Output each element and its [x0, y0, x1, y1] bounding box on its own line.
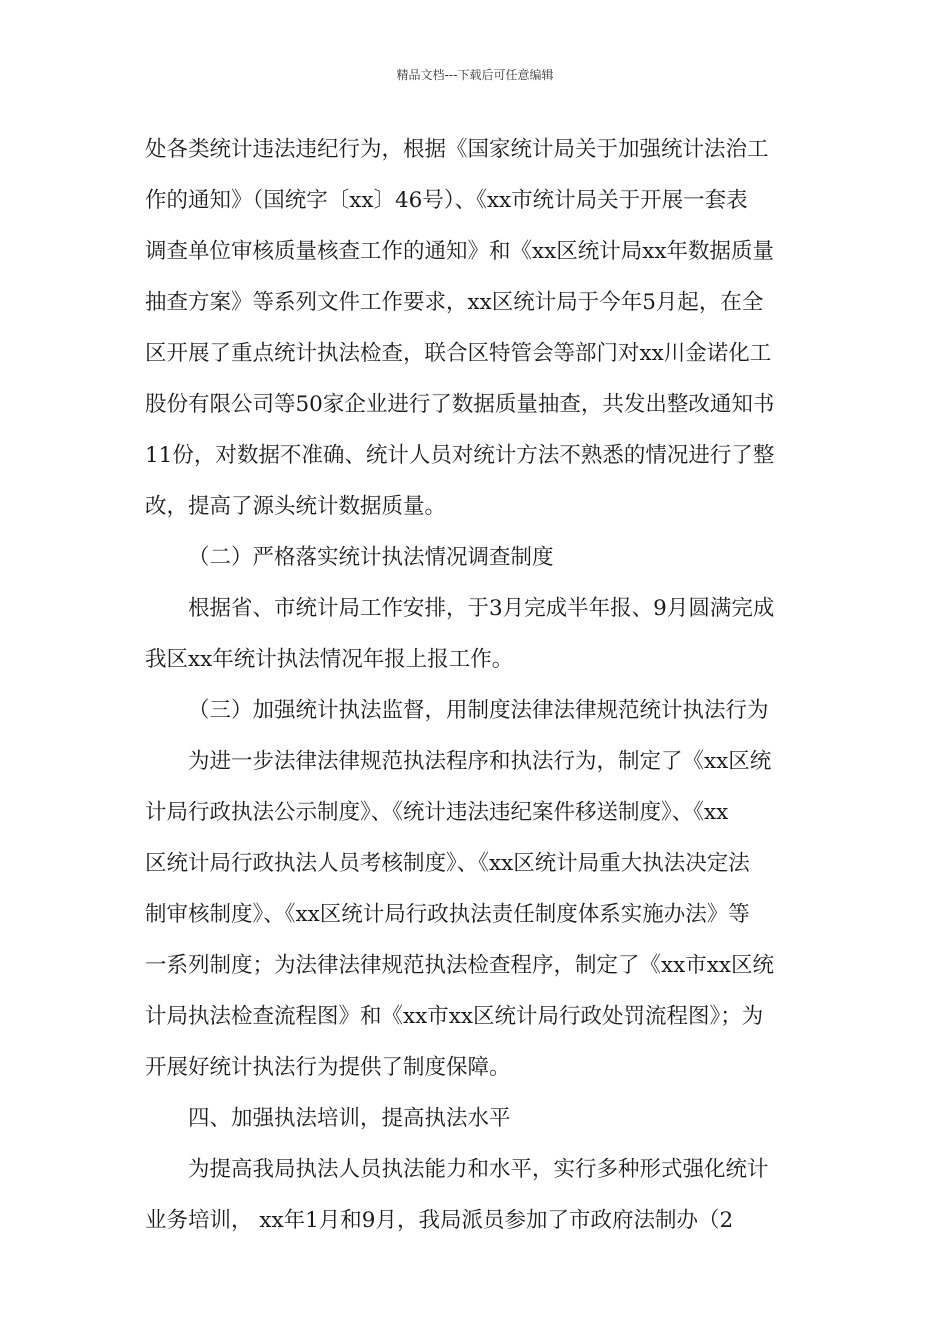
text-line: 计局行政执法公示制度》、《统计违法违纪案件移送制度》、《xx	[145, 800, 729, 825]
text-line: 为提高我局执法人员执法能力和水平，实行多种形式强化统计	[188, 1157, 769, 1182]
text-line: 计局执法检查流程图》和《xx市xx区统计局行政处罚流程图》；为	[145, 1004, 764, 1029]
text-line: 处各类统计违法违纪行为，根据《国家统计局关于加强统计法治工	[145, 137, 769, 162]
text-line: 11份，对数据不准确、统计人员对统计方法不熟悉的情况进行了整	[145, 443, 775, 468]
text-line: 开展好统计执法行为提供了制度保障。	[145, 1055, 511, 1080]
text-line: 为进一步法律法律规范执法程序和执法行为，制定了《xx区统	[188, 749, 772, 774]
text-line: 四、加强执法培训，提高执法水平	[188, 1106, 511, 1131]
text-line: （三）加强统计执法监督，用制度法律法律规范统计执法行为	[188, 698, 769, 723]
text-line: 制审核制度》、《xx区统计局行政执法责任制度体系实施办法》等	[145, 902, 750, 927]
text-line: （二）严格落实统计执法情况调查制度	[188, 545, 554, 570]
page-header: 精品文档---下载后可任意编辑	[396, 68, 554, 82]
text-line: 业务培训， xx年1月和9月，我局派员参加了市政府法制办（2	[145, 1208, 734, 1233]
text-line: 调查单位审核质量核查工作的通知》和《xx区统计局xx年数据质量	[145, 239, 775, 264]
text-line: 根据省、市统计局工作安排，于3月完成半年报、9月圆满完成	[188, 596, 775, 621]
text-line: 区开展了重点统计执法检查，联合区特管会等部门对xx川金诺化工	[145, 341, 772, 366]
text-line: 股份有限公司等50家企业进行了数据质量抽查，共发出整改通知书	[145, 392, 775, 417]
text-line: 区统计局行政执法人员考核制度》、《xx区统计局重大执法决定法	[145, 851, 750, 876]
text-line: 一系列制度；为法律法律规范执法检查程序，制定了《xx市xx区统	[145, 953, 775, 978]
text-line: 抽查方案》等系列文件工作要求，xx区统计局于今年5月起，在全	[145, 290, 764, 315]
document-body	[145, 124, 815, 1246]
text-line: 作的通知》（国统字〔xx〕46号）、《xx市统计局关于开展一套表	[145, 188, 748, 213]
text-line: 改，提高了源头统计数据质量。	[145, 494, 447, 519]
text-line: 我区xx年统计执法情况年报上报工作。	[145, 647, 514, 672]
